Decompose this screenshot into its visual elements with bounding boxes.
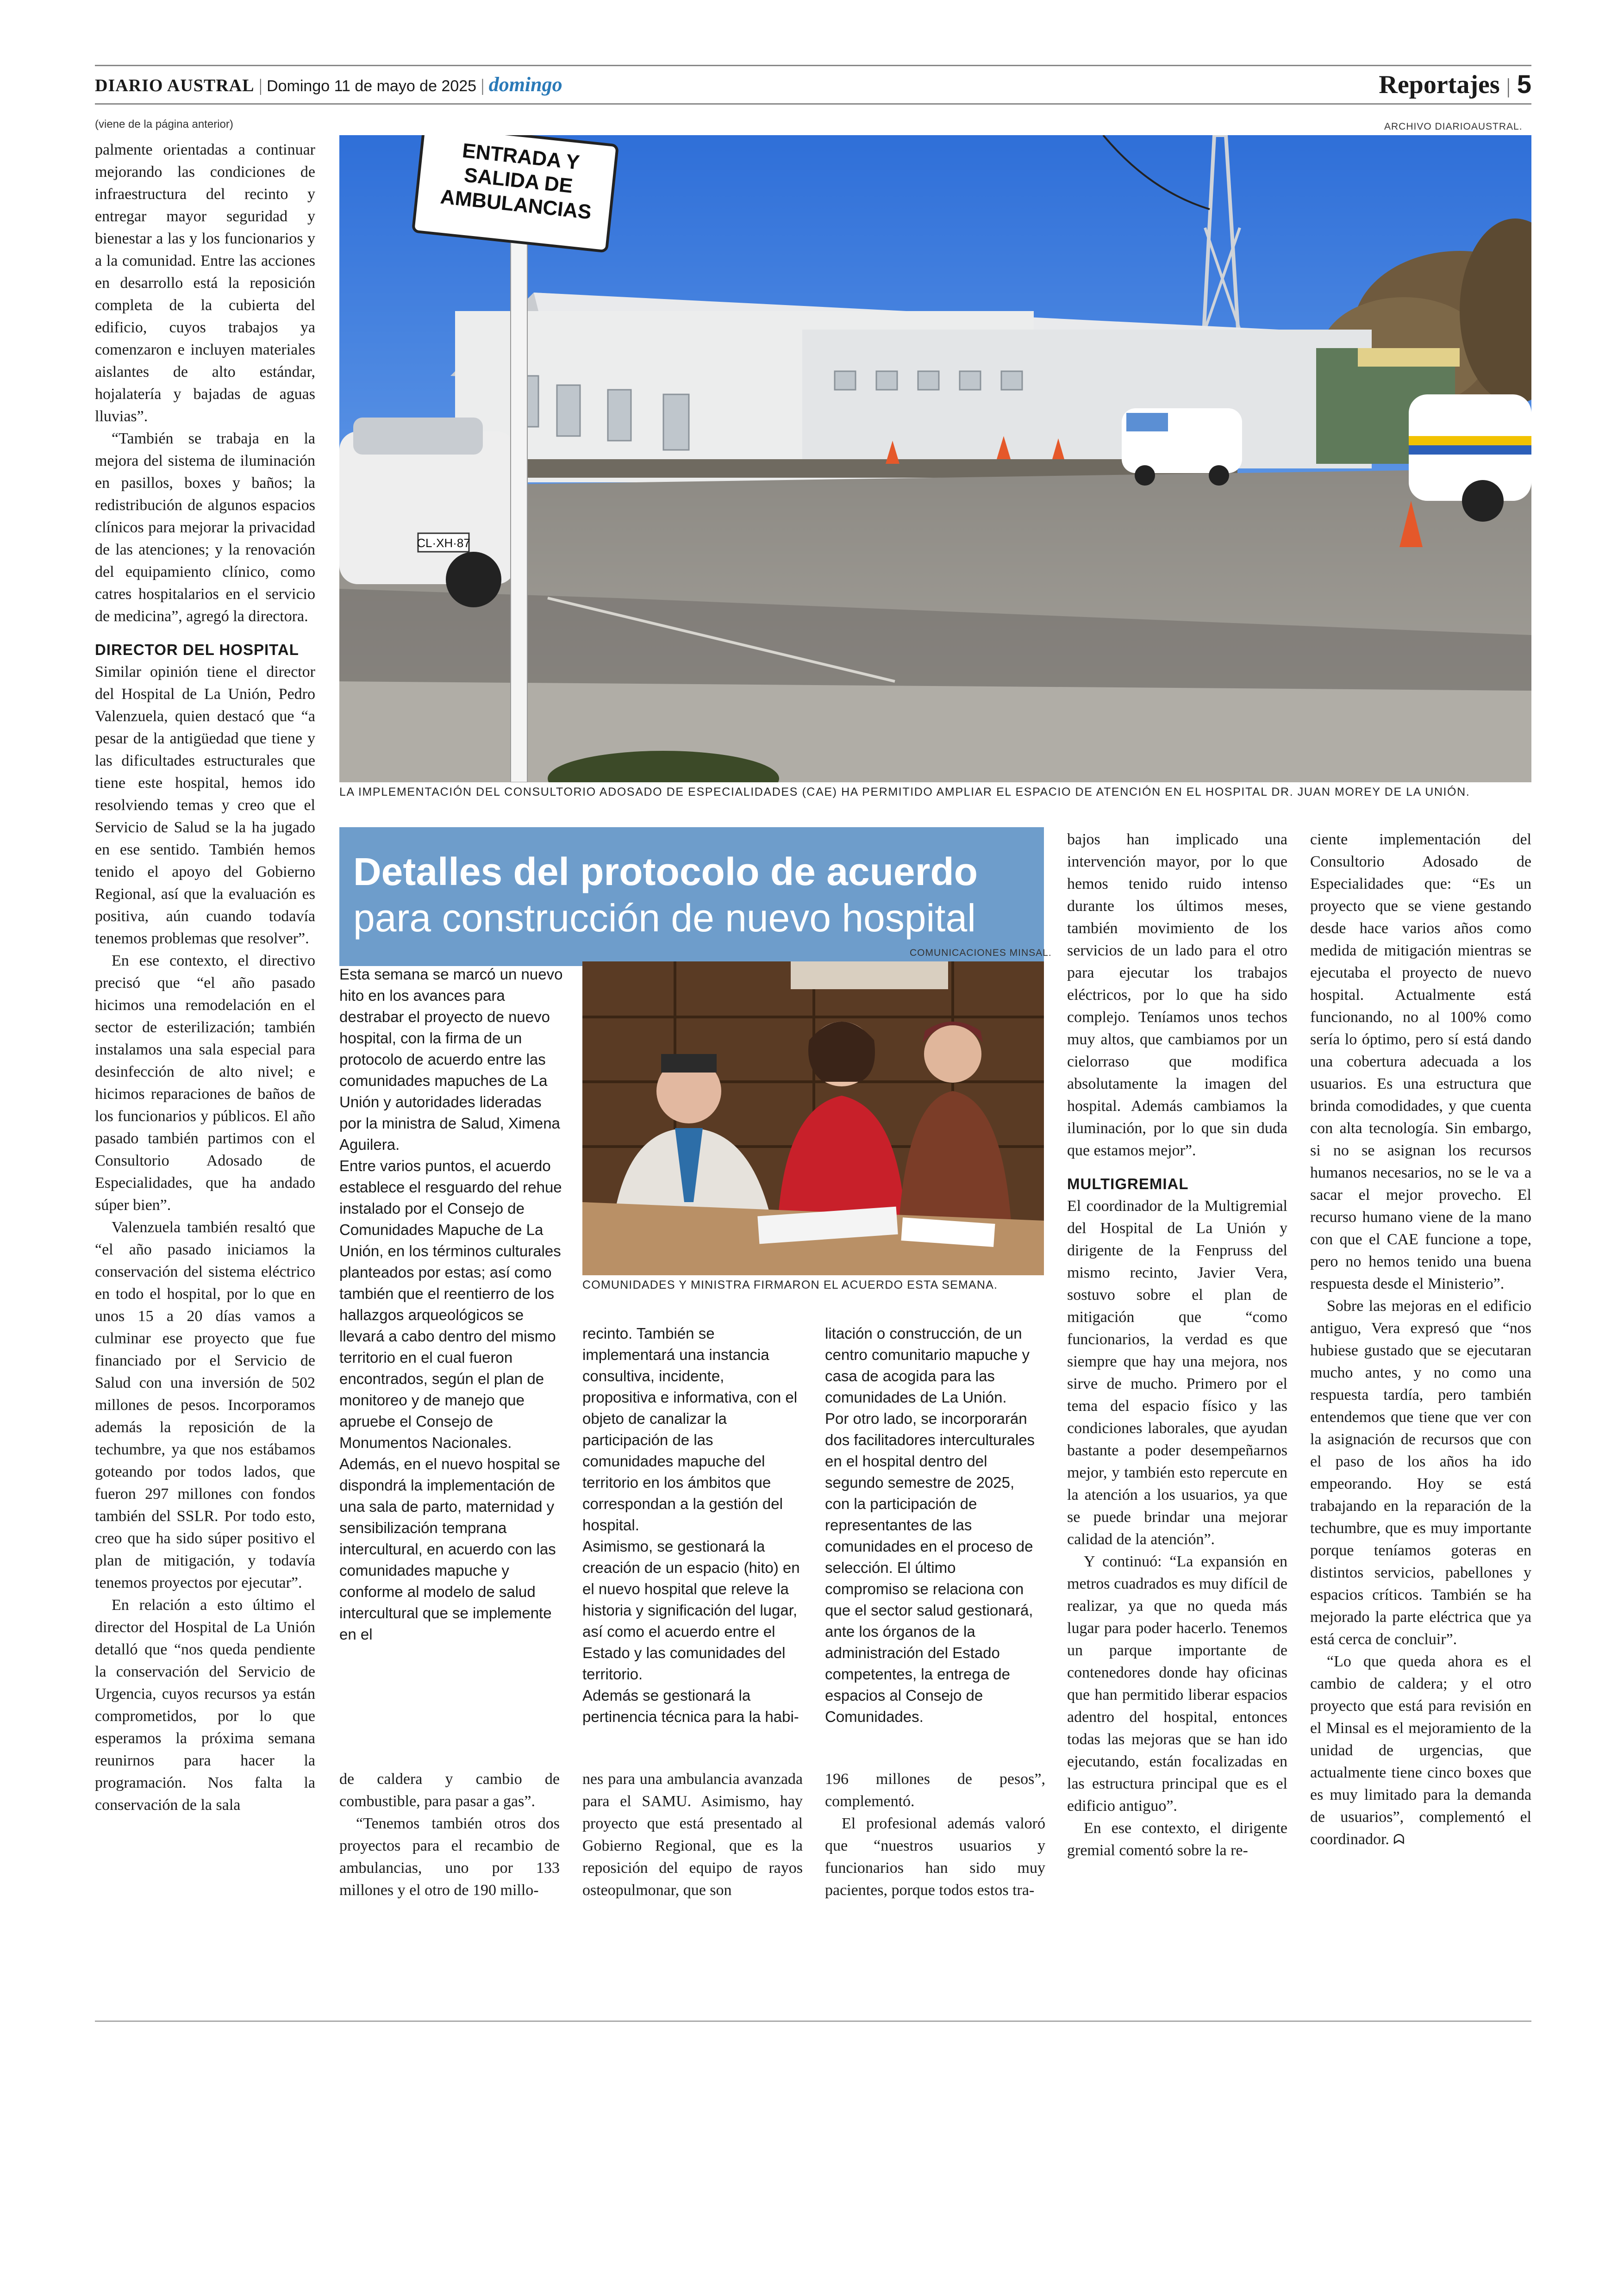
- box-column-mid: [582, 1323, 800, 1727]
- paragraph: “Tenemos también otros dos proyectos para el recambio de ambulancias, uno por 133 millones y el otro de 190 millo-: [339, 1815, 560, 1899]
- main-photo-credit: ARCHIVO DIARIOAUSTRAL.: [1384, 121, 1523, 132]
- paragraph: palmente orientadas a continuar mejorando las condiciones de infraestructura del recinto y entregar mayor seguridad y bienestar a las y los funcionarios y a la comunidad. Entre las acciones en desarrollo está la reposición completa de la cubierta del edificio, cuyos trabajos ya comenzaron e incluyen materiales aislantes de alto estándar, hojalatería y bajadas de aguas lluvias”.: [95, 141, 315, 425]
- paragraph: Sobre las mejoras en el edificio antiguo, Vera expresó que “nos hubiese gustado que se ejecutaran mucho antes, y no como una respuesta tardía, pero también entendemos que tiene que ver con la asignación de recursos que con el paso de los años ha ido empeorando. Hoy se está trabajando en la reparación de la techumbre, que es muy importante porque teníamos goteras en distintos servicios, pabellones y espacios críticos. También se ha mejorado la parte eléctrica que ya está cerca de concluir”.: [1310, 1297, 1531, 1648]
- subhead-director: DIRECTOR DEL HOSPITAL: [95, 641, 299, 658]
- paragraph: “También se trabaja en la mejora del sistema de iluminación en pasillos, boxes y baños; la redistribución de algunos espacios clínicos para mejorar la privacidad de las atenciones; y la renovación del equipamiento clínico, como catres hospitalarios en el servicio de medicina”, agregó la directora.: [95, 430, 315, 625]
- ambulance-sign-text: ENTRADA Y SALIDA DE AMBULANCIAS: [439, 139, 593, 224]
- paragraph: El coordinador de la Multigremial del Hospital de La Unión y dirigente de la Fenpruss del mismo recinto, Javier Vera, sostuvo sobre el plan de mitigación que “como funcionarios, la verdad es que siempre que hay una mejora, nos sirve de mucho. Primero por el tema del espacio físico y las condiciones laborales, que ayudan bastante a poder desempeñarnos mejor, y también esto repercute en la atención a los usuarios, ya que se puede brindar una mejorar calidad de la atención”.: [1067, 1197, 1287, 1548]
- article-column-6: [1310, 829, 1531, 1851]
- main-photo-caption: LA IMPLEMENTACIÓN DEL CONSULTORIO ADOSADO DE ESPECIALIDADES (CAE) HA PERMITIDO AMPLIAR EL ESPACIO DE ATENCIÓN EN EL HOSPITAL DR. JUAN MOREY DE LA UNIÓN.: [339, 786, 1470, 798]
- article-column-5: [1067, 829, 1287, 1862]
- paragraph-text: “Lo que queda ahora es el cambio de caldera; y el otro proyecto que está para revisión en el Minsal es el mejoramiento de la unidad de urgencias, que actualmente tiene cinco boxes que es muy limitado para la demanda de usuarios”, complementó el coordinador.: [1310, 1653, 1531, 1848]
- signing-ceremony-illustration: [582, 961, 1044, 1275]
- subhead-multigremial: MULTIGREMIAL: [1067, 1175, 1189, 1192]
- end-mark-icon: ᗣ: [1393, 1832, 1405, 1847]
- license-plate: CL·XH·87: [417, 536, 470, 550]
- paragraph: nes para una ambulancia avanzada para el SAMU. Asimismo, hay proyecto que está presentado al Gobierno Regional, que es la reposición del equipo de rayos osteopulmonar, que son: [582, 1771, 803, 1899]
- page-number: 5: [1517, 69, 1531, 99]
- paragraph: Similar opinión tiene el director del Hospital de La Unión, Pedro Valenzuela, quien destacó que “a pesar de la antigüedad que tiene y las dificultades estructurales que tiene este hospital, hemos ido resolviendo temas y creo que el Servicio de Salud se la ha jugado en ese sentido. También hemos tenido el apoyo del Gobierno Regional, así que la evaluación es positiva, aún cuando todavía tenemos problemas que resolver”.: [95, 663, 315, 947]
- continued-note: (viene de la página anterior): [95, 118, 233, 131]
- box-column-right: [825, 1323, 1043, 1727]
- paragraph: ciente implementación del Consultorio Adosado de Especialidades que: “Es un proyecto que se viene gestando desde hace varios años como medida de mitigación mientras se ejecutaba el proyecto de nuevo hospital. Actualmente está funcionando, no al 100% como sería lo óptimo, pero sí está dando una cobertura adecuada a los usuarios. Es una estructura que brinda comodidades, y que cuenta con alta tecnología. Sin embargo, si no se asignan los recursos humanos necesarios, no se le va a sacar el mejor provecho. El recurso humano viene de la mano con que el CAE funcione a tope, pero no hemos tenido una buena respuesta desde el Ministerio”.: [1310, 831, 1531, 1292]
- paragraph: Entre varios puntos, el acuerdo establece el resguardo del rehue instalado por el Consejo de Comunidades Mapuche de La Unión, en los términos culturales planteados por estas; así como también que el reentierro de los hallazgos arqueológicos se llevará a cabo dentro del mismo territorio en el cual fueron encontrados, según el plan de monitoreo y de manejo que apruebe el Consejo de Monumentos Nacionales.: [339, 1157, 562, 1451]
- paragraph: En ese contexto, el directivo precisó que “el año pasado hicimos una remodelación en el sector de esterilización; también instalamos una sala especial para desinfección de alto nivel; e hicimos reparaciones de baños de los funcionarios y públicos. El año pasado también partimos con el Consultorio Adosado de Especialidades, que ha andado súper bien”.: [95, 952, 315, 1214]
- paragraph: Además, en el nuevo hospital se dispondrá la implementación de una sala de parto, maternidad y sensibilización temprana intercultural, en acuerdo con las comunidades mapuche y conforme al modelo de salud intercultural que se implemente en el: [339, 1455, 560, 1643]
- paragraph: Además se gestionará la pertinencia técnica para la habi-: [582, 1687, 799, 1725]
- article-column-4: [825, 1768, 1045, 1902]
- paragraph: de caldera y cambio de combustible, para pasar a gas”.: [339, 1771, 560, 1810]
- paragraph: [1310, 1651, 1531, 1851]
- hospital-entrance-illustration: [339, 135, 1531, 782]
- box-photo-caption: COMUNIDADES Y MINISTRA FIRMARON EL ACUERDO ESTA SEMANA.: [582, 1278, 998, 1291]
- issue-date: Domingo 11 de mayo de 2025: [267, 77, 477, 95]
- box-photo: [582, 961, 1044, 1275]
- bottom-rule: [95, 2021, 1531, 2022]
- paragraph: litación o construcción, de un centro comunitario mapuche y casa de acogida para las comunidades de La Unión.: [825, 1325, 1030, 1406]
- edition-label: domingo: [488, 73, 562, 96]
- box-title-line-2: para construcción de nuevo hospital: [353, 896, 976, 940]
- box-title: [339, 832, 1044, 966]
- box-column-left: [339, 964, 564, 1645]
- paper-name: DIARIO AUSTRAL: [95, 76, 255, 95]
- main-photo: [339, 135, 1531, 782]
- section-name: Reportajes: [1379, 70, 1500, 99]
- paragraph: Y continuó: “La expansión en metros cuadrados es muy difícil de realizar, ya que no queda más lugar para poder hacerlo. Tenemos un parque importante de contenedores donde hay oficinas que han permitido liberar espacios adentro del hospital, entonces todas las mejoras que se han ido ejecutando, están focalizadas en las estructura principal que es el edificio antiguo”.: [1067, 1553, 1287, 1815]
- page-header: DIARIO AUSTRAL | Domingo 11 de mayo de 2025 | domingo Reportajes | 5: [95, 65, 1531, 105]
- paragraph: El profesional además valoró que “nuestros usuarios y funcionarios han sido muy pacientes, porque todos estos tra-: [825, 1815, 1045, 1899]
- paragraph: Asimismo, se gestionará la creación de un espacio (hito) en el nuevo hospital que releve la historia y significación del lugar, así como el acuerdo entre el Estado y las comunidades del territorio.: [582, 1538, 800, 1683]
- paragraph: Por otro lado, se incorporarán dos facilitadores interculturales en el hospital dentro del segundo semestre de 2025, con la participación de representantes de las comunidades en el proceso de selección. El último compromiso se relaciona con que el sector salud gestionará, ante los órganos de la administración del Estado competentes, la entrega de espacios al Consejo de Comunidades.: [825, 1410, 1035, 1725]
- paragraph: 196 millones de pesos”, complementó.: [825, 1771, 1045, 1810]
- paragraph: En ese contexto, el dirigente gremial comentó sobre la re-: [1067, 1820, 1287, 1859]
- paragraph: En relación a esto último el director del Hospital de La Unión detalló que “nos queda pendiente la conservación del Servicio de Urgencia, cuyos recursos ya están comprometidos, por lo que esperamos la próxima semana reunirnos para hacer la programación. Nos falta la conservación de la sala: [95, 1597, 315, 1814]
- box-photo-credit: COMUNICACIONES MINSAL.: [910, 948, 1052, 958]
- article-column-1: [95, 139, 315, 1816]
- paragraph: Valenzuela también resaltó que “el año pasado iniciamos la conservación del sistema eléctrico en todo el hospital, por lo que en unos 15 a 20 días vamos a culminar ese proyecto que fue financiado por el Servicio de Salud con una inversión de 502 millones de pesos. Incorporamos además la reposición de la techumbre, ya que nos estábamos goteando por todos lados, que fueron 297 millones con fondos también del SSLR. Por todo esto, creo que ha sido súper positivo el plan de mitigación, y todavía tenemos proyectos por ejecutar”.: [95, 1219, 315, 1591]
- paragraph: bajos han implicado una intervención mayor, por lo que hemos tenido ruido intenso durante los últimos meses, también movimiento de los servicios de un lado para el otro para ejecutar los trabajos eléctricos, por lo que ha sido complejo. Teníamos unos techos muy altos, que cambiamos por un cielorraso que modifica absolutamente la imagen del hospital. Además cambiamos la iluminación, por lo que sin duda que estamos mejor”.: [1067, 831, 1287, 1159]
- box-title-line-1: Detalles del protocolo de acuerdo: [353, 850, 978, 893]
- article-column-3: [582, 1768, 803, 1902]
- article-column-2: [339, 1768, 560, 1902]
- paragraph: recinto. También se implementará una instancia consultiva, incidente, propositiva e informativa, con el objeto de canalizar la participación de las comunidades mapuche del territorio en los ámbitos que correspondan a la gestión del hospital.: [582, 1325, 798, 1534]
- paragraph: Esta semana se marcó un nuevo hito en los avances para destrabar el proyecto de nuevo hospital, con la firma de un protocolo de acuerdo entre las comunidades mapuches de La Unión y autoridades lideradas por la ministra de Salud, Ximena Aguilera.: [339, 966, 563, 1153]
